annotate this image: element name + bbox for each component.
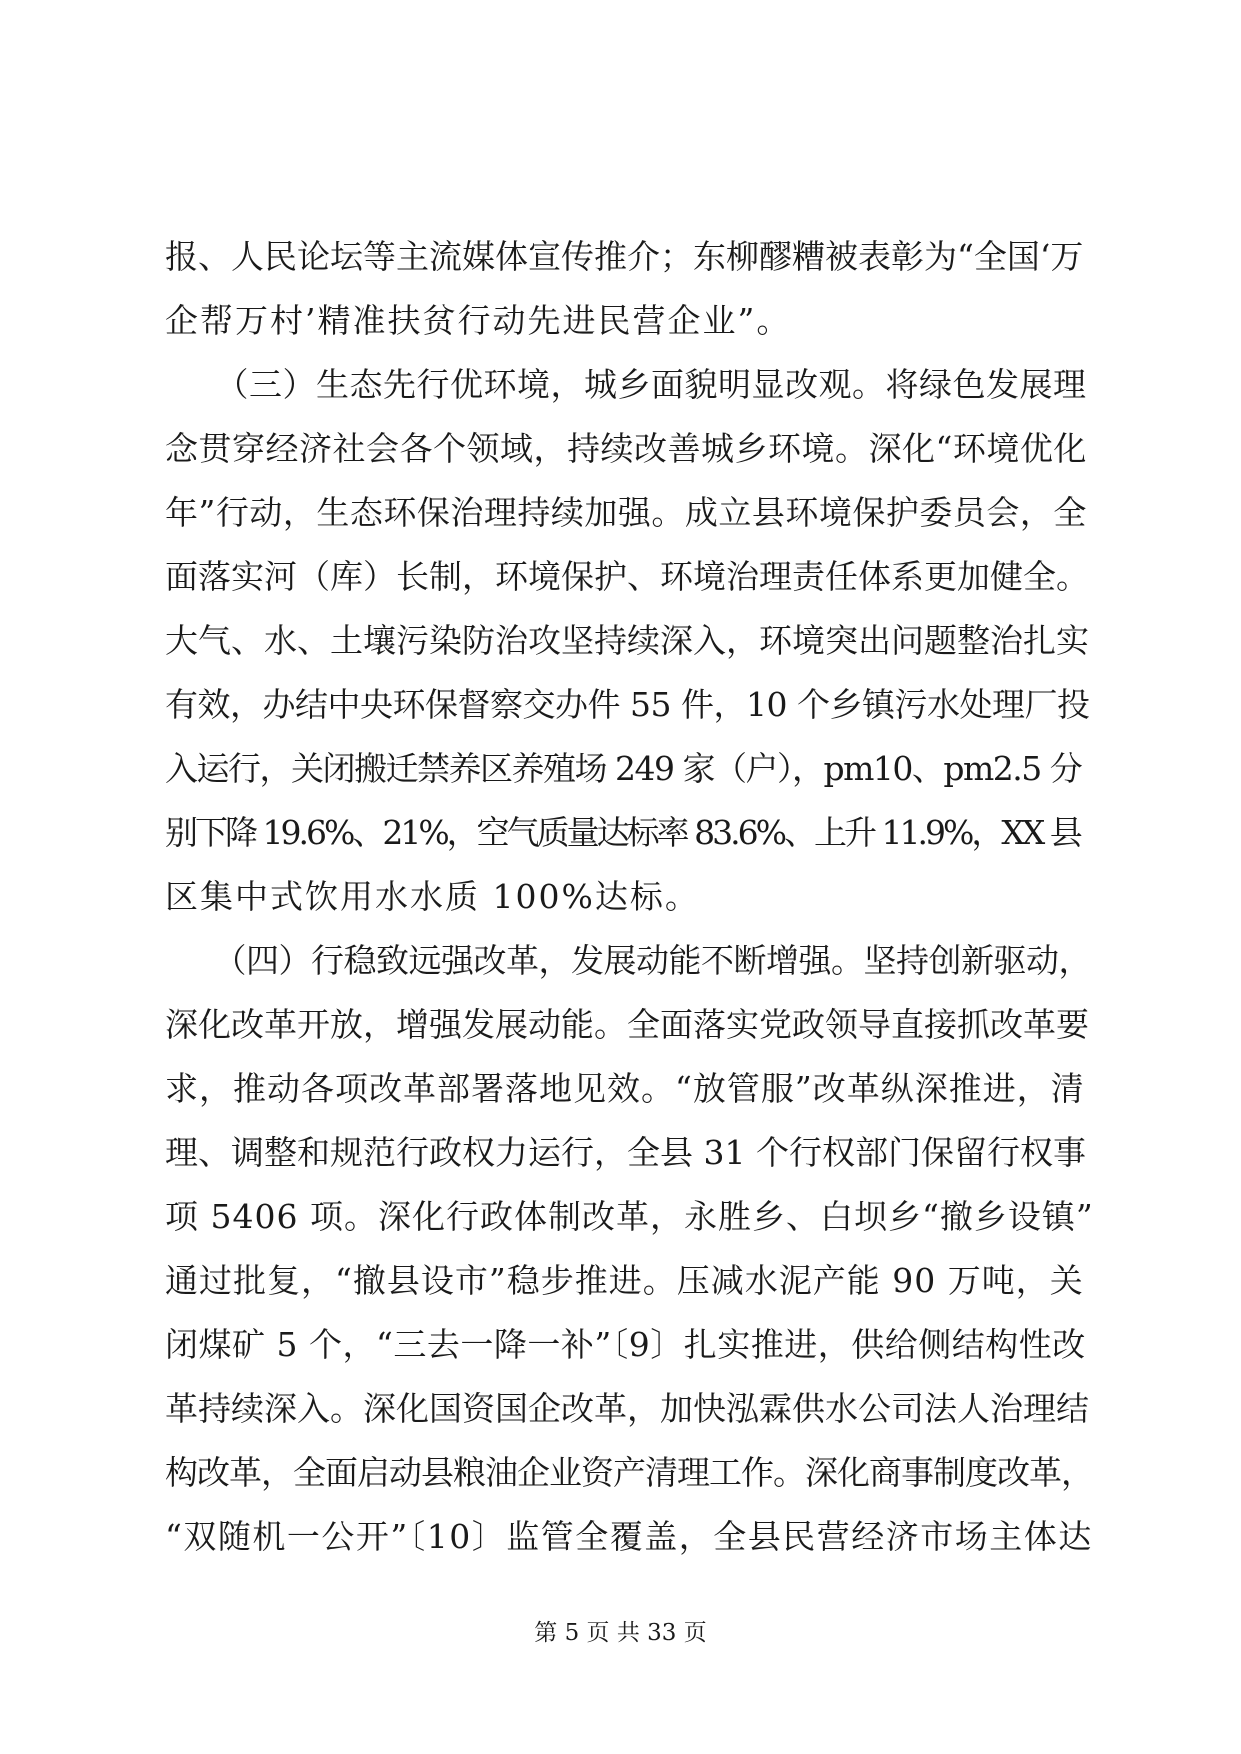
text-line: 年”行动，生态环保治理持续加强。成立县环境保护委员会，全 bbox=[165, 493, 1087, 532]
text-line: 念贯穿经济社会各个领域，持续改善城乡环境。深化“环境优化 bbox=[165, 429, 1087, 468]
text-line: 别下降 19.6%、21%，空气质量达标率 83.6%、上升 11.9%，XX 县 bbox=[165, 813, 1080, 852]
text-line: 闭煤矿 5 个，“三去一降一补”〔9〕扎实推进，供给侧结构性改 bbox=[165, 1325, 1086, 1364]
text-line: 区集中式饮用水水质 100%达标。 bbox=[165, 877, 700, 916]
text-line: 理、调整和规范行政权力运行，全县 31 个行权部门保留行权事 bbox=[165, 1133, 1086, 1172]
text-line: 深化改革开放，增强发展动能。全面落实党政领导直接抓改革要 bbox=[165, 1005, 1089, 1044]
text-line: 求，推动各项改革部署落地见效。“放管服”改革纵深推进，清 bbox=[165, 1069, 1085, 1108]
page-number-footer: 第 5 页 共 33 页 bbox=[534, 1620, 707, 1646]
text-line: “双随机一公开”〔10〕监管全覆盖，全县民营经济市场主体达 bbox=[165, 1517, 1093, 1556]
text-line: 面落实河（库）长制，环境保护、环境治理责任体系更加健全。 bbox=[165, 557, 1089, 596]
text-line: 革持续深入。深化国资国企改革，加快泓霖供水公司法人治理结 bbox=[165, 1389, 1089, 1428]
text-line: 大气、水、土壤污染防治攻坚持续深入，环境突出问题整治扎实 bbox=[165, 621, 1089, 660]
text-line: 报、人民论坛等主流媒体宣传推介；东柳醪糟被表彰为“全国‘万 bbox=[165, 237, 1084, 276]
text-line: （三）生态先行优环境，城乡面貌明显改观。将绿色发展理 bbox=[165, 365, 1087, 404]
text-line: 有效，办结中央环保督察交办件 55 件，10 个乡镇污水处理厂投 bbox=[165, 685, 1090, 724]
text-line: 构改革，全面启动县粮油企业资产清理工作。深化商事制度改革， bbox=[165, 1453, 1093, 1492]
text-line: （四）行稳致远强改革，发展动能不断增强。坚持创新驱动， bbox=[165, 941, 1091, 980]
text-line: 入运行，关闭搬迁禁养区养殖场 249 家（户），pm10、pm2.5 分 bbox=[165, 749, 1082, 788]
text-line: 项 5406 项。深化行政体制改革，永胜乡、白坝乡“撤乡设镇” bbox=[165, 1197, 1094, 1236]
text-line: 通过批复，“撤县设市”稳步推进。压减水泥产能 90 万吨，关 bbox=[165, 1261, 1084, 1300]
text-line: 企帮万村’精准扶贫行动先进民营企业”。 bbox=[165, 301, 792, 340]
